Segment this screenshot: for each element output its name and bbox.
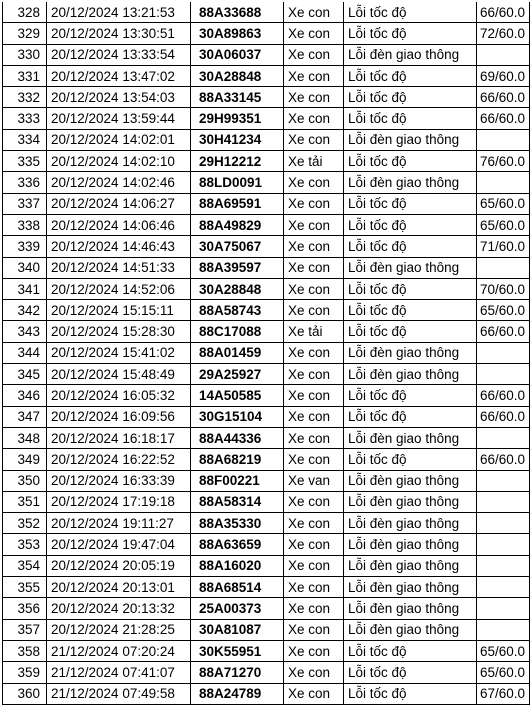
violations-table: [2, 2, 530, 705]
vehicle-type-cell: Xe con: [284, 385, 344, 406]
license-plate-cell: 88A71270: [191, 662, 284, 683]
license-plate-cell: 88F00221: [191, 470, 284, 491]
datetime-cell: 20/12/2024 13:47:02: [47, 65, 191, 86]
table-row: [3, 87, 530, 108]
license-plate-cell: 88A68219: [191, 449, 284, 470]
table-row: [3, 406, 530, 427]
violation-type-cell: Lỗi tốc độ: [344, 278, 477, 299]
datetime-cell: 20/12/2024 15:41:02: [47, 342, 191, 363]
datetime-cell: 20/12/2024 20:13:32: [47, 598, 191, 619]
violation-type-cell: Lỗi đèn giao thông: [344, 491, 477, 512]
violations-table-body: [3, 2, 530, 704]
table-row: [3, 172, 530, 193]
license-plate-cell: 88A24789: [191, 683, 284, 704]
license-plate-cell: 88A44336: [191, 427, 284, 448]
datetime-cell: 21/12/2024 07:41:07: [47, 662, 191, 683]
vehicle-type-cell: Xe con: [284, 257, 344, 278]
datetime-cell: 20/12/2024 16:22:52: [47, 449, 191, 470]
license-plate-cell: 29H99351: [191, 108, 284, 129]
vehicle-type-cell: Xe con: [284, 598, 344, 619]
datetime-cell: 20/12/2024 16:09:56: [47, 406, 191, 427]
datetime-cell: 20/12/2024 14:46:43: [47, 236, 191, 257]
vehicle-type-cell: Xe con: [284, 129, 344, 150]
vehicle-type-cell: Xe con: [284, 44, 344, 65]
license-plate-cell: 25A00373: [191, 598, 284, 619]
violation-type-cell: Lỗi tốc độ: [344, 214, 477, 235]
speed-cell: 65/60.0: [477, 214, 530, 235]
datetime-cell: 20/12/2024 17:19:18: [47, 491, 191, 512]
vehicle-type-cell: Xe con: [284, 87, 344, 108]
license-plate-cell: 88A58743: [191, 300, 284, 321]
table-row: [3, 534, 530, 555]
row-number-cell: 340: [3, 257, 47, 278]
violation-type-cell: Lỗi đèn giao thông: [344, 172, 477, 193]
violation-type-cell: Lỗi đèn giao thông: [344, 577, 477, 598]
license-plate-cell: 88A16020: [191, 555, 284, 576]
datetime-cell: 20/12/2024 16:33:39: [47, 470, 191, 491]
vehicle-type-cell: Xe tải: [284, 151, 344, 172]
datetime-cell: 20/12/2024 16:18:17: [47, 427, 191, 448]
row-number-cell: 352: [3, 513, 47, 534]
table-row: [3, 598, 530, 619]
row-number-cell: 328: [3, 2, 47, 23]
license-plate-cell: 30A75067: [191, 236, 284, 257]
table-row: [3, 427, 530, 448]
violation-type-cell: Lỗi tốc độ: [344, 108, 477, 129]
row-number-cell: 331: [3, 65, 47, 86]
vehicle-type-cell: Xe con: [284, 172, 344, 193]
violation-type-cell: Lỗi đèn giao thông: [344, 598, 477, 619]
datetime-cell: 20/12/2024 20:05:19: [47, 555, 191, 576]
vehicle-type-cell: Xe con: [284, 278, 344, 299]
table-row: [3, 278, 530, 299]
table-row: [3, 2, 530, 23]
table-row: [3, 513, 530, 534]
violation-type-cell: Lỗi tốc độ: [344, 321, 477, 342]
datetime-cell: 20/12/2024 15:28:30: [47, 321, 191, 342]
table-row: [3, 640, 530, 661]
vehicle-type-cell: Xe van: [284, 470, 344, 491]
table-row: [3, 257, 530, 278]
speed-cell: [477, 257, 530, 278]
violation-type-cell: Lỗi tốc độ: [344, 236, 477, 257]
datetime-cell: 21/12/2024 07:20:24: [47, 640, 191, 661]
speed-cell: 66/60.0: [477, 321, 530, 342]
row-number-cell: 337: [3, 193, 47, 214]
table-row: [3, 65, 530, 86]
row-number-cell: 338: [3, 214, 47, 235]
table-row: [3, 321, 530, 342]
row-number-cell: 334: [3, 129, 47, 150]
vehicle-type-cell: Xe con: [284, 555, 344, 576]
row-number-cell: 348: [3, 427, 47, 448]
speed-cell: [477, 491, 530, 512]
datetime-cell: 20/12/2024 19:11:27: [47, 513, 191, 534]
datetime-cell: 21/12/2024 07:49:58: [47, 683, 191, 704]
vehicle-type-cell: Xe con: [284, 364, 344, 385]
vehicle-type-cell: Xe con: [284, 577, 344, 598]
license-plate-cell: 88A49829: [191, 214, 284, 235]
table-row: [3, 555, 530, 576]
speed-cell: [477, 129, 530, 150]
license-plate-cell: 30K55951: [191, 640, 284, 661]
license-plate-cell: 30G15104: [191, 406, 284, 427]
violation-type-cell: Lỗi đèn giao thông: [344, 555, 477, 576]
datetime-cell: 20/12/2024 19:47:04: [47, 534, 191, 555]
table-row: [3, 129, 530, 150]
speed-cell: 65/60.0: [477, 300, 530, 321]
datetime-cell: 20/12/2024 21:28:25: [47, 619, 191, 640]
vehicle-type-cell: Xe con: [284, 108, 344, 129]
vehicle-type-cell: Xe con: [284, 214, 344, 235]
license-plate-cell: 88A58314: [191, 491, 284, 512]
datetime-cell: 20/12/2024 14:02:10: [47, 151, 191, 172]
license-plate-cell: 88A68514: [191, 577, 284, 598]
speed-cell: [477, 427, 530, 448]
license-plate-cell: 88C17088: [191, 321, 284, 342]
violation-type-cell: Lỗi đèn giao thông: [344, 427, 477, 448]
row-number-cell: 342: [3, 300, 47, 321]
license-plate-cell: 30A89863: [191, 23, 284, 44]
speed-cell: 67/60.0: [477, 683, 530, 704]
license-plate-cell: 30A28848: [191, 278, 284, 299]
table-row: [3, 491, 530, 512]
violation-type-cell: Lỗi tốc độ: [344, 65, 477, 86]
violation-type-cell: Lỗi tốc độ: [344, 385, 477, 406]
row-number-cell: 351: [3, 491, 47, 512]
datetime-cell: 20/12/2024 13:59:44: [47, 108, 191, 129]
speed-cell: 72/60.0: [477, 23, 530, 44]
table-row: [3, 385, 530, 406]
violation-type-cell: Lỗi tốc độ: [344, 683, 477, 704]
datetime-cell: 20/12/2024 13:21:53: [47, 2, 191, 23]
violation-type-cell: Lỗi đèn giao thông: [344, 534, 477, 555]
table-row: [3, 683, 530, 704]
row-number-cell: 333: [3, 108, 47, 129]
violation-type-cell: Lỗi tốc độ: [344, 151, 477, 172]
row-number-cell: 339: [3, 236, 47, 257]
table-row: [3, 300, 530, 321]
violation-type-cell: Lỗi đèn giao thông: [344, 470, 477, 491]
datetime-cell: 20/12/2024 13:54:03: [47, 87, 191, 108]
vehicle-type-cell: Xe con: [284, 427, 344, 448]
table-row: [3, 342, 530, 363]
row-number-cell: 341: [3, 278, 47, 299]
vehicle-type-cell: Xe con: [284, 491, 344, 512]
violation-type-cell: Lỗi đèn giao thông: [344, 342, 477, 363]
speed-cell: [477, 342, 530, 363]
datetime-cell: 20/12/2024 14:52:06: [47, 278, 191, 299]
datetime-cell: 20/12/2024 15:15:11: [47, 300, 191, 321]
table-row: [3, 662, 530, 683]
row-number-cell: 332: [3, 87, 47, 108]
row-number-cell: 329: [3, 23, 47, 44]
violation-type-cell: Lỗi tốc độ: [344, 23, 477, 44]
license-plate-cell: 29H12212: [191, 151, 284, 172]
vehicle-type-cell: Xe con: [284, 683, 344, 704]
violation-type-cell: Lỗi tốc độ: [344, 449, 477, 470]
vehicle-type-cell: Xe con: [284, 406, 344, 427]
datetime-cell: 20/12/2024 14:06:27: [47, 193, 191, 214]
speed-cell: [477, 364, 530, 385]
speed-cell: [477, 598, 530, 619]
vehicle-type-cell: Xe con: [284, 2, 344, 23]
vehicle-type-cell: Xe con: [284, 513, 344, 534]
license-plate-cell: 30A81087: [191, 619, 284, 640]
row-number-cell: 359: [3, 662, 47, 683]
speed-cell: 65/60.0: [477, 662, 530, 683]
table-row: [3, 193, 530, 214]
row-number-cell: 336: [3, 172, 47, 193]
license-plate-cell: 88A69591: [191, 193, 284, 214]
speed-cell: [477, 513, 530, 534]
vehicle-type-cell: Xe con: [284, 449, 344, 470]
violations-sheet: [2, 2, 530, 705]
datetime-cell: 20/12/2024 13:33:54: [47, 44, 191, 65]
violation-type-cell: Lỗi tốc độ: [344, 406, 477, 427]
speed-cell: 66/60.0: [477, 87, 530, 108]
license-plate-cell: 88A33145: [191, 87, 284, 108]
speed-cell: 66/60.0: [477, 449, 530, 470]
speed-cell: 65/60.0: [477, 193, 530, 214]
row-number-cell: 354: [3, 555, 47, 576]
vehicle-type-cell: Xe tải: [284, 321, 344, 342]
speed-cell: [477, 470, 530, 491]
vehicle-type-cell: Xe con: [284, 236, 344, 257]
row-number-cell: 358: [3, 640, 47, 661]
license-plate-cell: 30A28848: [191, 65, 284, 86]
vehicle-type-cell: Xe con: [284, 300, 344, 321]
speed-cell: 70/60.0: [477, 278, 530, 299]
license-plate-cell: 30A06037: [191, 44, 284, 65]
table-row: [3, 108, 530, 129]
speed-cell: 65/60.0: [477, 640, 530, 661]
speed-cell: 66/60.0: [477, 108, 530, 129]
violation-type-cell: Lỗi đèn giao thông: [344, 44, 477, 65]
row-number-cell: 357: [3, 619, 47, 640]
violation-type-cell: Lỗi tốc độ: [344, 193, 477, 214]
datetime-cell: 20/12/2024 16:05:32: [47, 385, 191, 406]
table-row: [3, 449, 530, 470]
vehicle-type-cell: Xe con: [284, 193, 344, 214]
speed-cell: [477, 577, 530, 598]
datetime-cell: 20/12/2024 13:30:51: [47, 23, 191, 44]
speed-cell: 66/60.0: [477, 406, 530, 427]
license-plate-cell: 88A39597: [191, 257, 284, 278]
speed-cell: 66/60.0: [477, 2, 530, 23]
speed-cell: [477, 555, 530, 576]
table-row: [3, 619, 530, 640]
vehicle-type-cell: Xe con: [284, 65, 344, 86]
row-number-cell: 344: [3, 342, 47, 363]
vehicle-type-cell: Xe con: [284, 23, 344, 44]
vehicle-type-cell: Xe con: [284, 619, 344, 640]
license-plate-cell: 14A50585: [191, 385, 284, 406]
table-row: [3, 236, 530, 257]
license-plate-cell: 88A33688: [191, 2, 284, 23]
license-plate-cell: 88A01459: [191, 342, 284, 363]
violation-type-cell: Lỗi tốc độ: [344, 2, 477, 23]
row-number-cell: 353: [3, 534, 47, 555]
violation-type-cell: Lỗi tốc độ: [344, 640, 477, 661]
table-row: [3, 364, 530, 385]
speed-cell: [477, 172, 530, 193]
license-plate-cell: 88A63659: [191, 534, 284, 555]
license-plate-cell: 88LD0091: [191, 172, 284, 193]
violation-type-cell: Lỗi đèn giao thông: [344, 619, 477, 640]
vehicle-type-cell: Xe con: [284, 662, 344, 683]
row-number-cell: 347: [3, 406, 47, 427]
datetime-cell: 20/12/2024 14:06:46: [47, 214, 191, 235]
row-number-cell: 350: [3, 470, 47, 491]
datetime-cell: 20/12/2024 14:02:01: [47, 129, 191, 150]
vehicle-type-cell: Xe con: [284, 534, 344, 555]
speed-cell: 71/60.0: [477, 236, 530, 257]
vehicle-type-cell: Xe con: [284, 342, 344, 363]
violation-type-cell: Lỗi đèn giao thông: [344, 513, 477, 534]
vehicle-type-cell: Xe con: [284, 640, 344, 661]
violation-type-cell: Lỗi tốc độ: [344, 87, 477, 108]
datetime-cell: 20/12/2024 15:48:49: [47, 364, 191, 385]
speed-cell: 69/60.0: [477, 65, 530, 86]
violation-type-cell: Lỗi tốc độ: [344, 662, 477, 683]
row-number-cell: 343: [3, 321, 47, 342]
row-number-cell: 345: [3, 364, 47, 385]
row-number-cell: 349: [3, 449, 47, 470]
violation-type-cell: Lỗi đèn giao thông: [344, 364, 477, 385]
row-number-cell: 335: [3, 151, 47, 172]
speed-cell: [477, 534, 530, 555]
row-number-cell: 360: [3, 683, 47, 704]
speed-cell: [477, 619, 530, 640]
datetime-cell: 20/12/2024 14:02:46: [47, 172, 191, 193]
datetime-cell: 20/12/2024 14:51:33: [47, 257, 191, 278]
violation-type-cell: Lỗi đèn giao thông: [344, 257, 477, 278]
table-row: [3, 577, 530, 598]
row-number-cell: 346: [3, 385, 47, 406]
table-row: [3, 214, 530, 235]
speed-cell: 76/60.0: [477, 151, 530, 172]
license-plate-cell: 30H41234: [191, 129, 284, 150]
table-row: [3, 44, 530, 65]
speed-cell: 66/60.0: [477, 385, 530, 406]
table-row: [3, 470, 530, 491]
datetime-cell: 20/12/2024 20:13:01: [47, 577, 191, 598]
license-plate-cell: 29A25927: [191, 364, 284, 385]
table-row: [3, 151, 530, 172]
row-number-cell: 330: [3, 44, 47, 65]
violation-type-cell: Lỗi đèn giao thông: [344, 129, 477, 150]
table-row: [3, 23, 530, 44]
violation-type-cell: Lỗi tốc độ: [344, 300, 477, 321]
speed-cell: [477, 44, 530, 65]
row-number-cell: 355: [3, 577, 47, 598]
row-number-cell: 356: [3, 598, 47, 619]
license-plate-cell: 88A35330: [191, 513, 284, 534]
